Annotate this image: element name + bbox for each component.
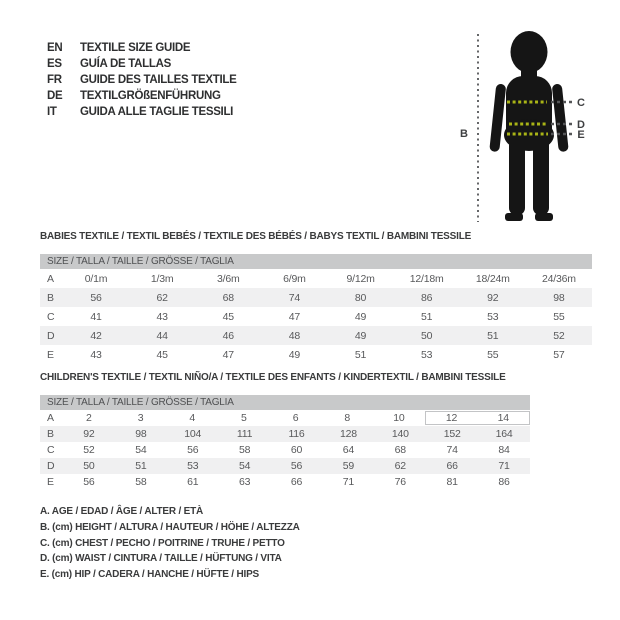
table-cell: 12/18m: [409, 272, 444, 285]
table-row: [40, 458, 530, 474]
measurement-legend: [40, 504, 300, 583]
table-cell: 55: [487, 348, 499, 361]
table-cell: 74: [288, 291, 301, 304]
table-cell: 6/9m: [283, 272, 306, 285]
row-label: C: [47, 310, 55, 323]
table-cell: 42: [90, 329, 102, 342]
table-cell: 62: [156, 291, 168, 304]
language-code: IT: [47, 106, 57, 118]
table-cell: 52: [553, 329, 565, 342]
language-title: TEXTILE SIZE GUIDE: [80, 42, 191, 54]
hip-label: E: [577, 129, 585, 141]
table-cell: 68: [394, 444, 406, 456]
language-code: DE: [47, 90, 63, 102]
table-cell: 71: [342, 476, 355, 488]
table-cell: 98: [135, 428, 147, 440]
table-cell: 56: [187, 444, 199, 456]
table-cell: 51: [421, 310, 433, 323]
table-cell: 51: [487, 329, 499, 342]
language-row: [47, 104, 237, 120]
table-cell: 9/12m: [346, 272, 375, 285]
table-cell: 56: [290, 460, 303, 472]
table-row: [40, 326, 592, 345]
table-cell: 86: [498, 476, 510, 488]
table-cell: 46: [222, 329, 234, 342]
table-cell: 53: [421, 348, 433, 361]
table-cell: 48: [288, 329, 301, 342]
table-cell: 58: [135, 476, 147, 488]
children-table-title: CHILDREN'S TEXTILE / TEXTIL NIÑO/A / TEXTILE DES ENFANTS / KINDERTEXTIL / BAMBINI TESSILE: [40, 372, 506, 383]
table-cell: 43: [90, 348, 102, 361]
table-cell: 80: [354, 291, 367, 304]
table-cell: 24/36m: [542, 272, 576, 285]
table-cell: 76: [394, 476, 406, 488]
measurement-figure-svg: [450, 15, 610, 230]
table-cell: 10: [393, 412, 405, 424]
table-cell: 49: [354, 310, 367, 323]
row-label: C: [47, 444, 55, 456]
table-cell: 5: [241, 412, 247, 424]
table-cell: 3/6m: [217, 272, 240, 285]
table-cell: 71: [498, 460, 510, 472]
table-row: [40, 307, 592, 326]
language-code: FR: [47, 74, 62, 86]
table-cell: 54: [135, 444, 147, 456]
table-row: [40, 288, 592, 307]
table-cell: 45: [222, 310, 234, 323]
table-row: [40, 474, 530, 490]
table-cell: 98: [553, 291, 565, 304]
table-cell: 4: [189, 412, 195, 424]
table-cell: 8: [344, 412, 351, 424]
table-cell: 55: [553, 310, 565, 323]
table-cell: 44: [156, 329, 168, 342]
table-cell: 92: [487, 291, 499, 304]
babies-table-title: BABIES TEXTILE / TEXTIL BEBÉS / TEXTILE DES BÉBÉS / BABYS TEXTIL / BAMBINI TESSILE: [40, 231, 472, 242]
row-label: B: [47, 291, 54, 304]
waist-label: D: [577, 119, 585, 131]
language-title: TEXTILGRÖßENFÜHRUNG: [80, 90, 221, 102]
table-cell: 56: [90, 291, 102, 304]
table-cell: 53: [487, 310, 499, 323]
table-cell: 64: [342, 444, 355, 456]
table-cell: 111: [236, 428, 253, 440]
chest-label: C: [577, 97, 585, 109]
table-row: [40, 442, 530, 458]
row-label: D: [47, 329, 55, 342]
table-cell: 63: [238, 476, 251, 488]
table-cell: 81: [446, 476, 458, 488]
table-cell: 49: [288, 348, 301, 361]
table-row: [40, 269, 592, 288]
table-cell: 66: [446, 460, 458, 472]
language-row: [47, 40, 237, 56]
legend-item: C. (cm) CHEST / PECHO / POITRINE / TRUHE / PETTO: [40, 537, 285, 549]
babies-size-header: SIZE / TALLA / TAILLE / GRÖSSE / TAGLIA: [40, 254, 592, 269]
height-label: B: [460, 128, 468, 140]
table-cell: 41: [90, 310, 102, 323]
table-cell: 45: [156, 348, 168, 361]
language-title: GUIDE DES TAILLES TEXTILE: [80, 74, 237, 86]
table-cell: 152: [443, 428, 461, 440]
row-label: E: [47, 348, 54, 361]
table-cell: 18/24m: [475, 272, 510, 285]
table-cell: 62: [394, 460, 406, 472]
table-cell: 47: [222, 348, 234, 361]
language-row: [47, 88, 237, 104]
row-label: A: [47, 272, 54, 285]
babies-table: [40, 269, 592, 364]
language-title-list: [47, 40, 237, 120]
row-label: B: [47, 428, 54, 440]
table-cell: 49: [354, 329, 367, 342]
table-cell: 57: [553, 348, 565, 361]
row-label: E: [47, 476, 54, 488]
table-cell: 58: [238, 444, 251, 456]
language-row: [47, 56, 237, 72]
table-cell: 61: [187, 476, 199, 488]
language-code: EN: [47, 42, 63, 54]
measurement-figure: [450, 15, 610, 230]
table-cell: 51: [135, 460, 147, 472]
table-cell: 53: [187, 460, 199, 472]
table-cell: 47: [288, 310, 301, 323]
babies-table-section: [40, 231, 592, 364]
language-title: GUÍA DE TALLAS: [80, 58, 171, 70]
table-cell: 6: [292, 412, 299, 424]
table-row: [40, 426, 530, 442]
table-cell: 128: [339, 428, 357, 440]
table-cell: 84: [498, 444, 510, 456]
row-label: D: [47, 460, 55, 472]
legend-item: E. (cm) HIP / CADERA / HANCHE / HÜFTE / HIPS: [40, 569, 260, 581]
legend-item: D. (cm) WAIST / CINTURA / TAILLE / HÜFTUNG / VITA: [40, 553, 282, 565]
table-cell: 0/1m: [84, 272, 108, 285]
table-cell: 14: [477, 411, 530, 425]
children-table: [40, 410, 530, 490]
table-cell: 104: [184, 428, 202, 440]
table-cell: 12: [425, 411, 478, 425]
children-table-section: [40, 372, 530, 490]
table-cell: 74: [446, 444, 458, 456]
table-cell: 68: [222, 291, 234, 304]
table-cell: 92: [83, 428, 95, 440]
language-row: [47, 72, 237, 88]
table-row: [40, 410, 530, 426]
table-cell: 1/3m: [150, 272, 174, 285]
legend-item: A. AGE / EDAD / ÂGE / ALTER / ETÀ: [40, 506, 204, 517]
table-cell: 86: [421, 291, 433, 304]
table-cell: 140: [391, 428, 409, 440]
table-cell: 116: [288, 428, 305, 440]
table-row: [40, 345, 592, 364]
table-cell: 54: [238, 460, 251, 472]
child-silhouette: [489, 31, 569, 221]
table-cell: 43: [156, 310, 168, 323]
table-cell: 56: [83, 476, 95, 488]
table-cell: 2: [86, 412, 92, 424]
legend-item: B. (cm) HEIGHT / ALTURA / HAUTEUR / HÖHE / ALTEZZA: [40, 521, 300, 533]
table-cell: 51: [354, 348, 367, 361]
table-cell: 59: [342, 460, 355, 472]
table-cell: 164: [495, 428, 513, 440]
table-cell: 60: [290, 444, 303, 456]
table-cell: 3: [137, 412, 144, 424]
language-code: ES: [47, 58, 62, 70]
table-cell: 66: [290, 476, 303, 488]
row-label: A: [47, 412, 54, 424]
table-cell: 50: [421, 329, 433, 342]
language-title: GUIDA ALLE TAGLIE TESSILI: [80, 106, 234, 118]
table-cell: 50: [83, 460, 95, 472]
children-size-header: SIZE / TALLA / TAILLE / GRÖSSE / TAGLIA: [40, 395, 530, 410]
table-cell: 52: [83, 444, 95, 456]
